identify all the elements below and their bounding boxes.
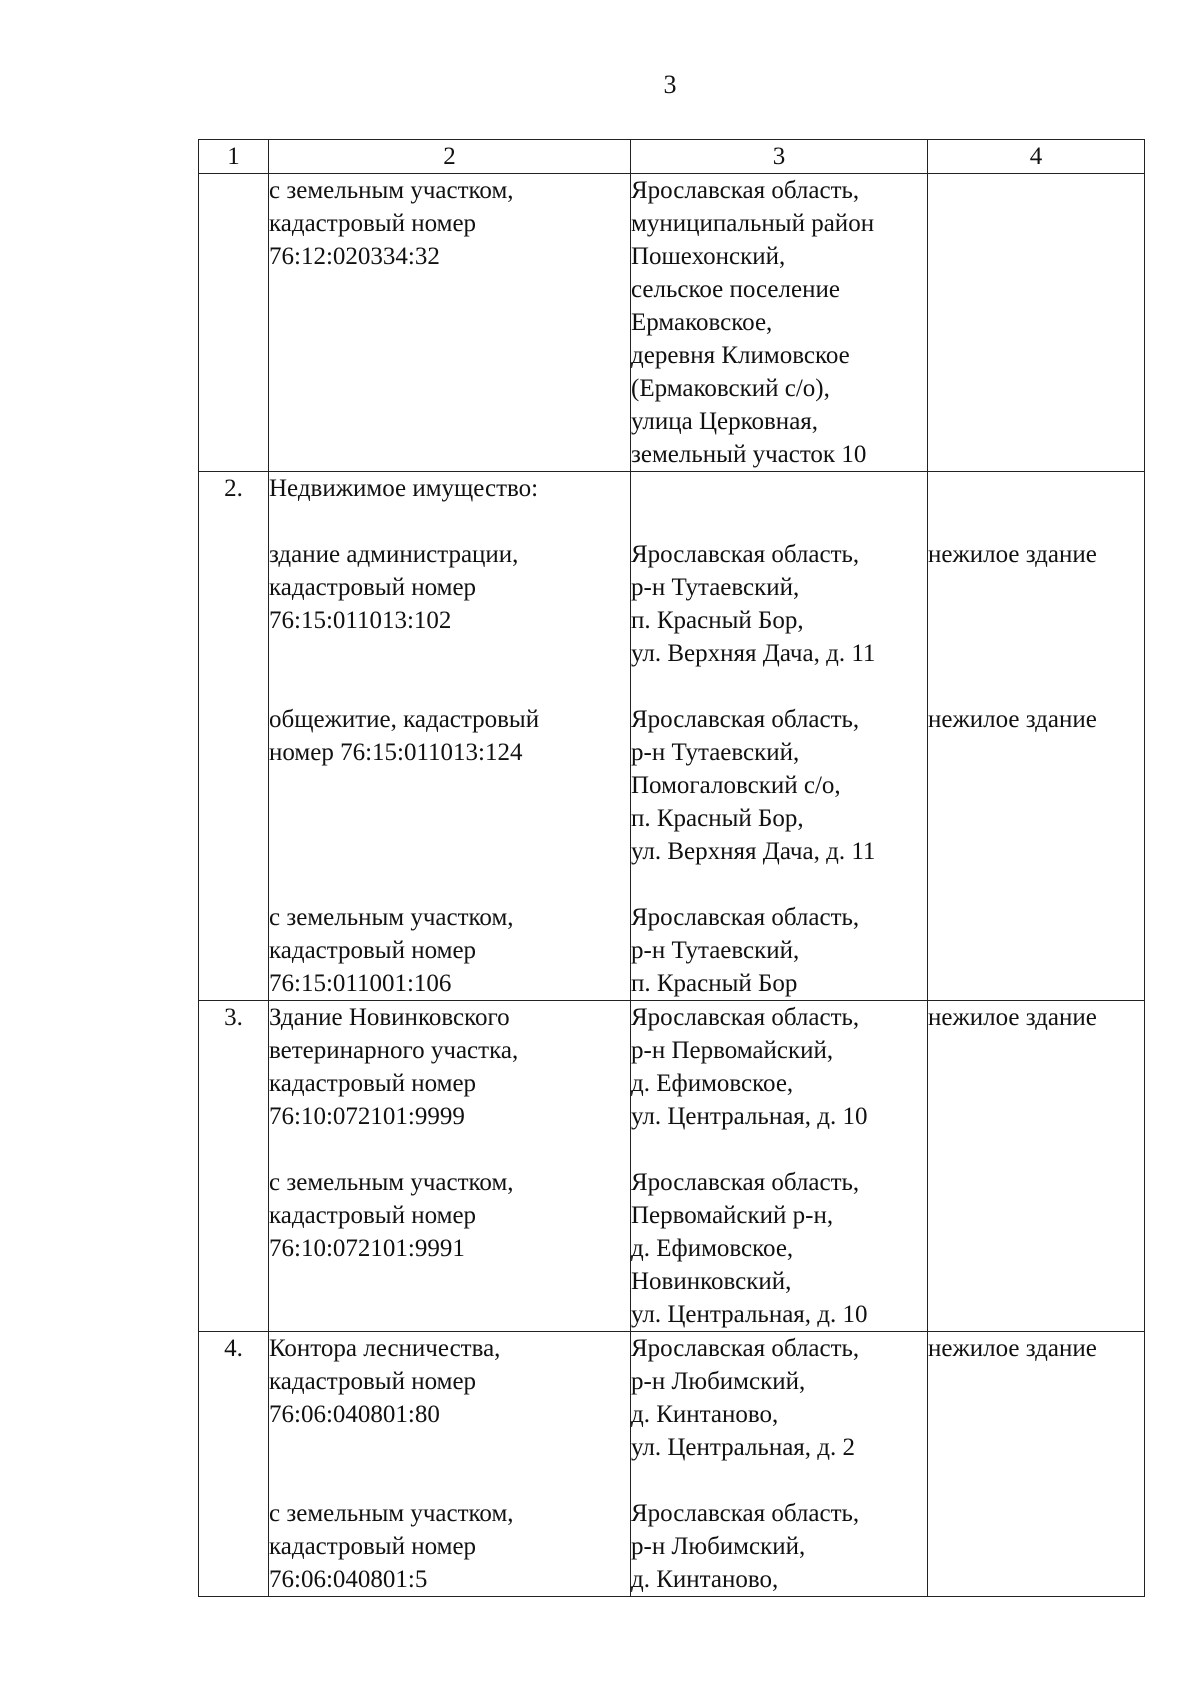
- table-row: [199, 174, 1145, 472]
- property-address: Ярославская область, р-н Первомайский, д. Ефимовское, ул. Центральная, д. 10: [631, 1004, 868, 1130]
- property-type: [928, 1166, 1144, 1331]
- property-description: с земельным участком, кадастровый номер 76:06:040801:5: [269, 1500, 514, 1593]
- property-type: [928, 901, 1144, 1000]
- address-cell: [631, 1332, 928, 1597]
- property-type: [928, 174, 1144, 471]
- type-cell: [928, 1001, 1145, 1332]
- header-col-3: 3: [631, 140, 928, 174]
- row-number: 4.: [199, 1332, 269, 1597]
- type-cell: [928, 1332, 1145, 1597]
- address-cell: [631, 472, 928, 1001]
- property-address: Ярославская область, Первомайский р-н, д. Ефимовское, Новинковский, ул. Центральная, д. 10: [631, 1169, 868, 1328]
- table-row: [199, 1332, 1145, 1597]
- property-table: [198, 139, 1145, 1597]
- address-cell: [631, 174, 928, 472]
- property-description: здание администрации, кадастровый номер 76:15:011013:102: [269, 541, 519, 634]
- property-description: с земельным участком, кадастровый номер 76:12:020334:32: [269, 177, 514, 270]
- header-col-1: 1: [199, 140, 269, 174]
- property-address: Ярославская область, р-н Тутаевский, п. Красный Бор, ул. Верхняя Дача, д. 11: [631, 541, 876, 667]
- property-type: нежилое здание: [928, 1004, 1097, 1031]
- table-header-row: [199, 140, 1145, 174]
- property-type: нежилое здание: [928, 541, 1097, 568]
- property-description: с земельным участком, кадастровый номер 76:15:011001:106: [269, 904, 514, 997]
- row-number: 2.: [199, 472, 269, 1001]
- property-description: с земельным участком, кадастровый номер 76:10:072101:9991: [269, 1169, 514, 1262]
- table-row: [199, 472, 1145, 1001]
- property-type: [928, 1497, 1144, 1596]
- property-type: нежилое здание: [928, 1335, 1097, 1362]
- property-type: нежилое здание: [928, 706, 1097, 733]
- property-address: Ярославская область, муниципальный район Пошехонский, сельское поселение Ермаковское, деревня Климовское (Ермаковский с/о), улица Церковная, земельный участок 10: [631, 177, 875, 468]
- page-number: 3: [663, 70, 677, 99]
- property-address: Ярославская область, р-н Тутаевский, п. Красный Бор: [631, 904, 860, 997]
- object-cell: [269, 174, 631, 472]
- property-address: Ярославская область, р-н Любимский, д. Кинтаново,: [631, 1500, 860, 1593]
- type-cell: [928, 174, 1145, 472]
- property-address: Ярославская область, р-н Тутаевский, Помогаловский с/о, п. Красный Бор, ул. Верхняя Дача, д. 11: [631, 706, 876, 865]
- object-cell: [269, 472, 631, 1001]
- address-cell: [631, 1001, 928, 1332]
- header-col-2: 2: [269, 140, 631, 174]
- property-description: общежитие, кадастровый номер 76:15:011013:124: [269, 706, 540, 766]
- header-col-4: 4: [928, 140, 1145, 174]
- property-description: Контора лесничества, кадастровый номер 76:06:040801:80: [269, 1335, 501, 1428]
- object-cell: [269, 1001, 631, 1332]
- row-number: 3.: [199, 1001, 269, 1332]
- section-heading: Недвижимое имущество:: [269, 475, 539, 502]
- property-description: Здание Новинковского ветеринарного участка, кадастровый номер 76:10:072101:9999: [269, 1004, 519, 1130]
- property-address: Ярославская область, р-н Любимский, д. Кинтаново, ул. Центральная, д. 2: [631, 1335, 860, 1461]
- row-number: [199, 174, 269, 472]
- object-cell: [269, 1332, 631, 1597]
- table-row: [199, 1001, 1145, 1332]
- type-cell: [928, 472, 1145, 1001]
